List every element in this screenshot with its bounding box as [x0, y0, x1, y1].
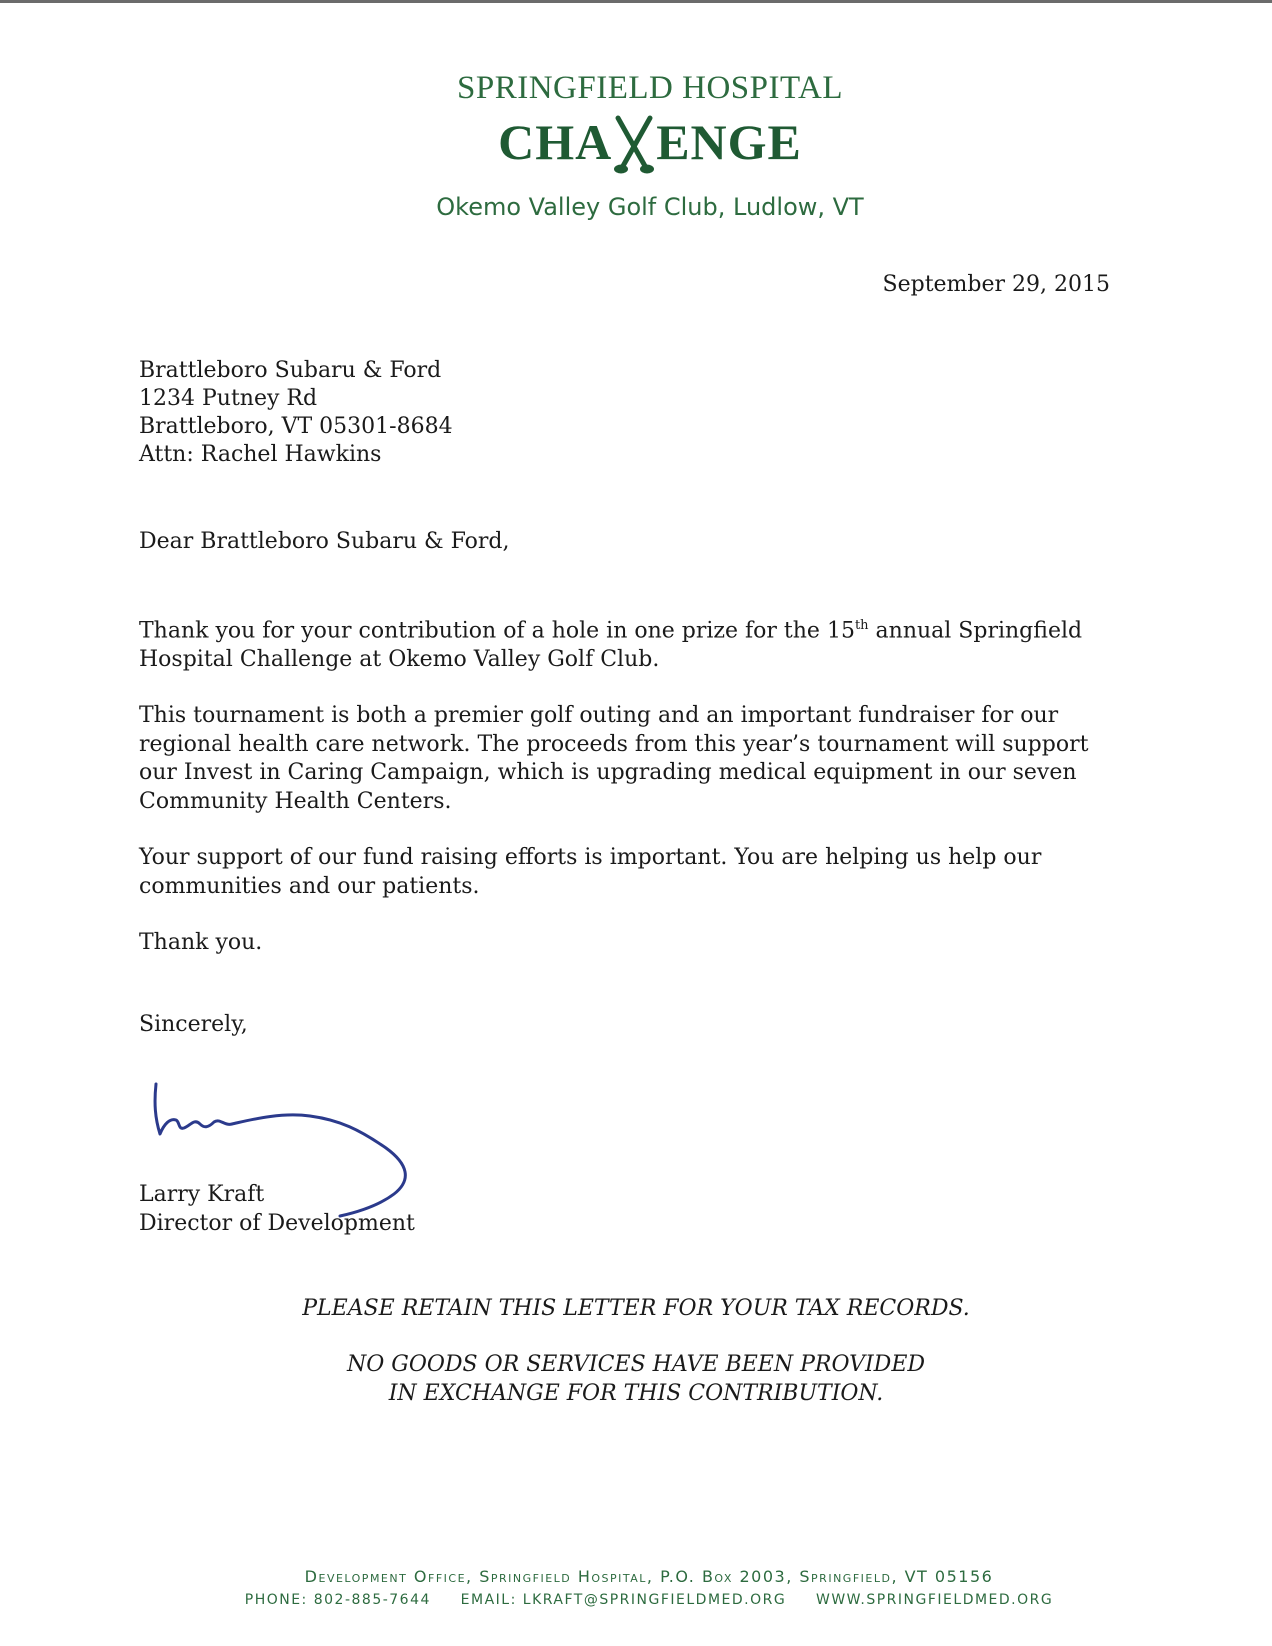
tax-notice: PLEASE RETAIN THIS LETTER FOR YOUR TAX RECORDS.	[302, 1296, 970, 1321]
footer-contact	[0, 1592, 1272, 1608]
letterhead	[0, 70, 1272, 221]
event-name-left: CHA	[498, 114, 613, 170]
goods-notice-line1: NO GOODS OR SERVICES HAVE BEEN PROVIDED	[346, 1352, 926, 1377]
recipient-name: Brattleboro Subaru & Ford	[139, 358, 442, 383]
event-name-right: ENGE	[656, 114, 802, 170]
goods-notice	[0, 1350, 1272, 1408]
org-name: SPRINGFIELD HOSPITAL	[457, 70, 843, 106]
recipient-address	[139, 357, 453, 469]
footer-website: WWW.SPRINGFIELDMED.ORG	[815, 1592, 1054, 1608]
recipient-city: Brattleboro, VT 05301-8684	[139, 414, 453, 439]
paragraph-tournament: This tournament is both a premier golf outing and an important fundraiser for our regional health care network. The proceeds from this year’s tournament will support our Invest in Caring Campaign, which is upgrading medical equipment in our seven Community Health Centers.	[139, 703, 1089, 814]
recipient-street: 1234 Putney Rd	[139, 386, 318, 411]
signer-name: Larry Kraft	[139, 1182, 265, 1207]
letter-body	[139, 612, 1129, 986]
letter-date: September 29, 2015	[882, 272, 1110, 297]
footer-email: EMAIL: LKRAFT@SPRINGFIELDMED.ORG	[460, 1592, 787, 1608]
goods-notice-line2: IN EXCHANGE FOR THIS CONTRIBUTION.	[388, 1381, 884, 1406]
salutation: Dear Brattleboro Subaru & Ford,	[139, 529, 510, 554]
venue: Okemo Valley Golf Club, Ludlow, VT	[436, 193, 864, 221]
paragraph-thank-you: Thank you.	[139, 930, 263, 956]
scan-edge	[0, 0, 1272, 3]
closing: Sincerely,	[139, 1012, 248, 1037]
footer-phone: PHONE: 802-885-7644	[244, 1592, 431, 1608]
footer-address: Development Office, Springfield Hospital, P.O. Box 2003, Springfield, VT 05156	[304, 1567, 994, 1586]
crossed-golf-clubs-icon	[612, 114, 656, 182]
paragraph-thanks: Thank you for your contribution of a hole in one prize for the 15th annual Springfield Hospital Challenge at Okemo Valley Golf Club.	[139, 618, 1083, 672]
signer-block	[139, 1180, 415, 1238]
event-logo	[0, 113, 1272, 181]
paragraph-support: Your support of our fund raising efforts is important. You are helping us help our communities and our patients.	[139, 845, 1042, 899]
recipient-attn: Attn: Rachel Hawkins	[139, 442, 382, 467]
signer-title: Director of Development	[139, 1211, 415, 1236]
